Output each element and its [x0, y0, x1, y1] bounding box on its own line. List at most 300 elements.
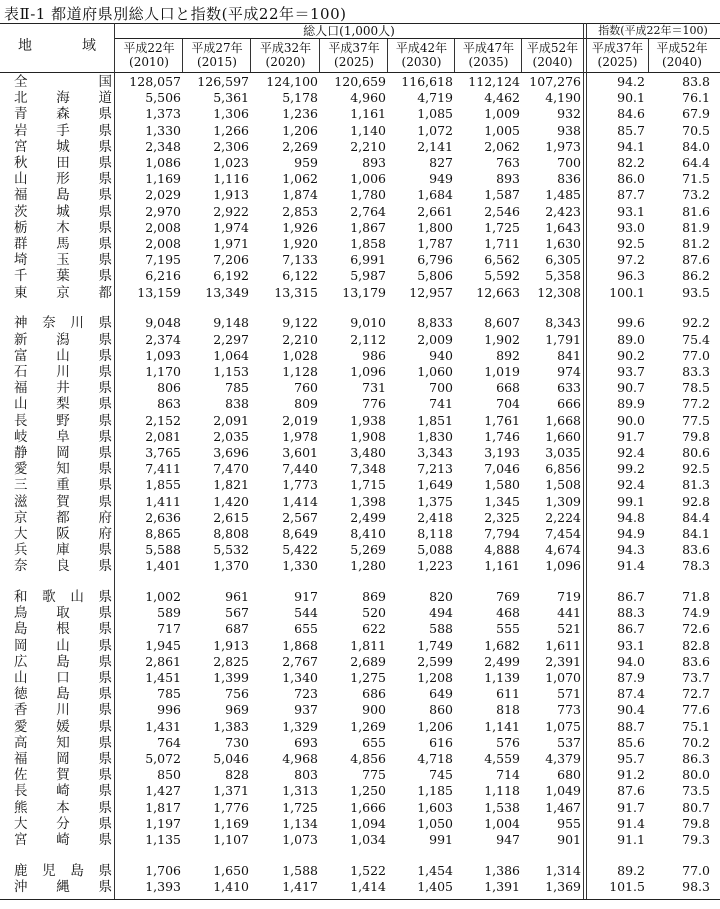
population-cell: 2,391	[545, 653, 581, 669]
population-cell: 1,140	[350, 122, 386, 138]
index-cell: 77.2	[682, 396, 710, 412]
population-cell: 1,431	[145, 718, 181, 734]
index-cell: 92.4	[617, 477, 645, 493]
population-cell: 1,004	[484, 815, 520, 831]
population-cell: 1,643	[545, 219, 581, 235]
population-cell: 2,374	[145, 331, 181, 347]
region-name: 北 海 道	[14, 90, 112, 107]
population-cell: 700	[557, 155, 581, 170]
population-cell: 5,358	[545, 268, 581, 284]
index-cell: 94.3	[617, 542, 645, 558]
population-cell: 2,499	[484, 653, 520, 669]
region-name: 長 野 県	[14, 412, 112, 429]
population-cell: 1,971	[213, 236, 249, 251]
population-cell: 1,660	[545, 428, 581, 444]
population-cell: 5,588	[145, 542, 181, 558]
population-cell: 4,968	[282, 751, 318, 766]
region-name: 千 葉 県	[14, 268, 112, 285]
population-cell: 1,761	[484, 412, 520, 428]
region-name: 鹿 児 島 県	[14, 862, 112, 879]
population-cell: 2,499	[350, 509, 386, 525]
population-cell: 3,601	[282, 444, 318, 460]
index-cell: 94.1	[617, 138, 645, 154]
index-cell: 83.3	[682, 363, 710, 379]
population-cell: 938	[557, 122, 581, 138]
population-cell: 719	[557, 589, 581, 604]
population-cell: 12,663	[476, 284, 520, 300]
population-cell: 3,193	[484, 444, 520, 460]
index-cell: 85.6	[617, 734, 645, 750]
population-cell: 961	[225, 589, 249, 604]
index-cell: 84.6	[617, 106, 645, 122]
population-cell: 3,765	[145, 444, 181, 460]
population-cell: 775	[362, 767, 386, 783]
population-cell: 1,858	[350, 236, 386, 251]
population-cell: 1,375	[417, 493, 453, 509]
index-cell: 93.5	[682, 284, 710, 300]
population-cell: 1,668	[545, 412, 581, 428]
population-cell: 1,139	[484, 670, 520, 685]
index-cell: 71.5	[682, 171, 710, 187]
population-cell: 1,821	[213, 477, 249, 493]
population-cell: 5,361	[213, 90, 249, 106]
population-cell: 6,305	[545, 252, 581, 268]
region-name: 滋 賀 県	[14, 493, 112, 510]
population-cell: 940	[429, 347, 453, 363]
population-cell: 1,070	[545, 670, 581, 685]
index-col-year-1: (2040)	[662, 55, 702, 69]
population-cell: 555	[496, 621, 520, 637]
index-cell: 84.1	[682, 525, 710, 541]
population-cell: 1,414	[282, 493, 318, 509]
population-cell: 589	[157, 605, 181, 621]
population-cell: 1,330	[282, 558, 318, 574]
index-cell: 90.1	[617, 90, 645, 106]
population-cell: 1,410	[213, 878, 249, 894]
index-cell: 80.7	[682, 799, 710, 815]
index-cell: 89.2	[617, 862, 645, 878]
population-cell: 2,152	[145, 412, 181, 428]
index-cell: 79.8	[682, 428, 710, 444]
population-cell: 1,019	[484, 363, 520, 379]
pop-col-year-5: (2035)	[468, 55, 509, 69]
index-cell: 87.4	[617, 686, 645, 702]
population-cell: 2,029	[145, 187, 181, 203]
population-cell: 1,855	[145, 477, 181, 493]
population-cell: 8,607	[484, 315, 520, 331]
pop-col-year-4: (2030)	[401, 55, 442, 69]
index-cell: 83.6	[682, 542, 710, 558]
population-cell: 8,118	[417, 525, 453, 541]
population-cell: 850	[157, 767, 181, 783]
population-cell: 1,085	[417, 106, 453, 122]
region-name: 京 都 府	[14, 509, 112, 526]
population-cell: 2,825	[213, 653, 249, 669]
population-cell: 1,340	[282, 670, 318, 685]
pop-col-era-1: 平成27年	[191, 41, 243, 55]
population-cell: 1,309	[545, 493, 581, 509]
population-cell: 731	[362, 380, 386, 396]
population-cell: 1,978	[282, 428, 318, 444]
population-cell: 680	[557, 767, 581, 783]
population-cell: 1,369	[545, 878, 581, 894]
population-cell: 12,308	[537, 284, 581, 300]
population-cell: 1,649	[417, 477, 453, 493]
region-name: 愛 媛 県	[14, 718, 112, 735]
population-cell: 1,023	[213, 155, 249, 170]
region-name: 山 梨 県	[14, 396, 112, 413]
population-cell: 128,057	[129, 74, 181, 89]
population-cell: 567	[225, 605, 249, 621]
index-cell: 99.2	[617, 461, 645, 477]
region-name: 全 国	[14, 74, 112, 90]
population-cell: 120,659	[334, 74, 386, 89]
population-cell: 1,913	[213, 637, 249, 653]
population-cell: 863	[157, 396, 181, 412]
population-cell: 7,440	[282, 461, 318, 477]
population-cell: 1,096	[350, 363, 386, 379]
population-cell: 7,046	[484, 461, 520, 477]
population-cell: 1,715	[350, 477, 386, 493]
population-cell: 959	[294, 155, 318, 170]
population-cell: 1,467	[545, 799, 581, 815]
index-cell: 92.5	[682, 461, 710, 477]
population-cell: 3,343	[417, 444, 453, 460]
population-cell: 649	[429, 686, 453, 702]
index-cell: 72.7	[682, 686, 710, 702]
index-cell: 92.2	[682, 315, 710, 331]
index-cell: 86.0	[617, 171, 645, 187]
population-cell: 6,216	[145, 268, 181, 284]
population-cell: 1,386	[484, 862, 520, 878]
population-cell: 838	[225, 396, 249, 412]
index-cell: 71.8	[682, 589, 710, 604]
index-cell: 81.9	[682, 219, 710, 235]
region-name: 秋 田 県	[14, 155, 112, 171]
population-cell: 4,674	[545, 542, 581, 558]
population-cell: 1,116	[213, 171, 249, 187]
index-cell: 93.0	[617, 219, 645, 235]
population-cell: 1,902	[484, 331, 520, 347]
pop-col-year-2: (2020)	[265, 55, 306, 69]
population-cell: 1,851	[417, 412, 453, 428]
region-name: 宮 崎 県	[14, 832, 112, 848]
index-cell: 73.2	[682, 187, 710, 203]
population-cell: 3,480	[350, 444, 386, 460]
population-cell: 1,603	[417, 799, 453, 815]
population-cell: 2,861	[145, 653, 181, 669]
region-name: 島 根 県	[14, 621, 112, 638]
population-cell: 9,122	[282, 315, 318, 331]
population-cell: 2,062	[484, 138, 520, 154]
index-cell: 91.2	[617, 767, 645, 783]
population-cell: 9,048	[145, 315, 181, 331]
population-cell: 13,179	[342, 284, 386, 300]
population-cell: 1,776	[213, 799, 249, 815]
region-name: 大 分 県	[14, 815, 112, 832]
index-cell: 77.0	[682, 862, 710, 878]
population-cell: 3,035	[545, 444, 581, 460]
index-cell: 90.0	[617, 412, 645, 428]
population-cell: 1,330	[145, 122, 181, 138]
index-group-header: 指数(平成22年＝100)	[598, 24, 708, 37]
population-cell: 2,689	[350, 653, 386, 669]
population-cell: 8,833	[417, 315, 453, 331]
population-cell: 1,086	[145, 155, 181, 170]
population-cell: 1,206	[282, 122, 318, 138]
region-name: 大 阪 府	[14, 525, 112, 542]
index-cell: 84.4	[682, 509, 710, 525]
index-cell: 81.6	[682, 203, 710, 219]
population-cell: 4,379	[545, 751, 581, 766]
region-name: 広 島 県	[14, 653, 112, 670]
population-cell: 2,325	[484, 509, 520, 525]
population-cell: 1,920	[282, 236, 318, 251]
population-cell: 1,682	[484, 637, 520, 653]
population-cell: 1,075	[545, 718, 581, 734]
population-cell: 1,208	[417, 670, 453, 685]
population-cell: 1,206	[417, 718, 453, 734]
index-cell: 93.1	[617, 637, 645, 653]
population-cell: 6,796	[417, 252, 453, 268]
region-name: 長 崎 県	[14, 783, 112, 800]
population-cell: 8,343	[545, 315, 581, 331]
population-cell: 1,373	[145, 106, 181, 122]
population-cell: 1,118	[484, 783, 520, 799]
population-cell: 107,276	[529, 74, 581, 89]
population-cell: 1,153	[213, 363, 249, 379]
population-cell: 668	[496, 380, 520, 396]
population-cell: 8,865	[145, 525, 181, 541]
index-cell: 73.5	[682, 783, 710, 799]
index-cell: 67.9	[682, 106, 710, 122]
population-cell: 1,522	[350, 862, 386, 878]
population-cell: 1,269	[350, 718, 386, 734]
population-cell: 4,462	[484, 90, 520, 106]
index-cell: 87.6	[617, 783, 645, 799]
population-cell: 1,746	[484, 428, 520, 444]
population-cell: 8,808	[213, 525, 249, 541]
index-cell: 89.0	[617, 331, 645, 347]
population-cell: 841	[557, 347, 581, 363]
index-cell: 91.4	[617, 558, 645, 574]
population-cell: 2,269	[282, 138, 318, 154]
population-cell: 7,470	[213, 461, 249, 477]
population-cell: 1,749	[417, 637, 453, 653]
population-cell: 1,817	[145, 799, 181, 815]
region-header: 地 域	[18, 38, 98, 54]
index-cell: 81.2	[682, 236, 710, 251]
population-cell: 1,588	[282, 862, 318, 878]
population-cell: 5,592	[484, 268, 520, 284]
index-cell: 77.5	[682, 412, 710, 428]
region-name: 愛 知 県	[14, 461, 112, 478]
population-cell: 917	[294, 589, 318, 604]
population-cell: 955	[557, 815, 581, 831]
population-cell: 2,970	[145, 203, 181, 219]
population-cell: 693	[294, 734, 318, 750]
population-cell: 1,811	[350, 637, 386, 653]
population-cell: 1,780	[350, 187, 386, 203]
population-cell: 1,161	[350, 106, 386, 122]
population-cell: 745	[429, 767, 453, 783]
population-cell: 2,009	[417, 331, 453, 347]
population-cell: 1,135	[145, 832, 181, 847]
population-cell: 13,159	[137, 284, 181, 300]
population-cell: 7,213	[417, 461, 453, 477]
population-cell: 4,856	[350, 751, 386, 766]
population-cell: 4,888	[484, 542, 520, 558]
population-cell: 537	[557, 734, 581, 750]
population-cell: 1,236	[282, 106, 318, 122]
pop-col-era-6: 平成52年	[526, 41, 579, 55]
region-name: 高 知 県	[14, 734, 112, 751]
population-cell: 756	[225, 686, 249, 702]
population-cell: 1,250	[350, 783, 386, 799]
population-cell: 1,666	[350, 799, 386, 815]
index-cell: 94.8	[617, 509, 645, 525]
population-cell: 1,093	[145, 347, 181, 363]
population-cell: 986	[362, 347, 386, 363]
population-cell: 893	[362, 155, 386, 170]
population-cell: 1,161	[484, 558, 520, 574]
population-cell: 741	[429, 396, 453, 412]
population-cell: 7,454	[545, 525, 581, 541]
population-cell: 2,546	[484, 203, 520, 219]
population-cell: 5,987	[350, 268, 386, 284]
population-cell: 1,050	[417, 815, 453, 831]
index-cell: 83.8	[682, 74, 710, 89]
index-cell: 79.8	[682, 815, 710, 831]
index-cell: 76.1	[682, 90, 710, 106]
population-cell: 1,908	[350, 428, 386, 444]
population-cell: 9,148	[213, 315, 249, 331]
index-cell: 93.1	[617, 203, 645, 219]
population-cell: 996	[157, 702, 181, 718]
region-name: 香 川 県	[14, 702, 112, 719]
population-cell: 1,266	[213, 122, 249, 138]
index-cell: 75.1	[682, 718, 710, 734]
population-cell: 7,348	[350, 461, 386, 477]
region-name: 徳 島 県	[14, 686, 112, 703]
pop-col-era-3: 平成37年	[328, 41, 380, 55]
population-cell: 2,423	[545, 203, 581, 219]
region-name: 岡 山 県	[14, 637, 112, 654]
population-cell: 2,019	[282, 412, 318, 428]
index-col-year-0: (2025)	[597, 55, 638, 69]
region-name: 山 形 県	[14, 171, 112, 188]
population-cell: 969	[225, 702, 249, 718]
population-cell: 827	[429, 155, 453, 170]
population-cell: 836	[557, 171, 581, 187]
population-cell: 2,008	[145, 236, 181, 251]
population-cell: 1,973	[545, 138, 581, 154]
index-cell: 78.3	[682, 558, 710, 574]
population-cell: 1,773	[282, 477, 318, 493]
index-cell: 93.7	[617, 363, 645, 379]
population-cell: 1,405	[417, 878, 453, 894]
population-cell: 704	[496, 396, 520, 412]
index-cell: 91.7	[617, 799, 645, 815]
population-cell: 7,794	[484, 525, 520, 541]
population-cell: 2,767	[282, 653, 318, 669]
population-cell: 1,650	[213, 862, 249, 878]
pop-col-year-1: (2015)	[197, 55, 237, 69]
index-col-era-0: 平成37年	[591, 41, 644, 55]
population-cell: 2,599	[417, 653, 453, 669]
population-cell: 773	[557, 702, 581, 718]
population-cell: 785	[157, 686, 181, 702]
index-cell: 75.4	[682, 331, 710, 347]
table-bottom-rule	[0, 899, 720, 900]
population-cell: 622	[362, 621, 386, 637]
population-cell: 1,049	[545, 783, 581, 799]
population-cell: 655	[294, 621, 318, 637]
population-cell: 717	[157, 621, 181, 637]
region-name: 和 歌 山 県	[14, 589, 112, 605]
population-cell: 785	[225, 380, 249, 396]
population-cell: 949	[429, 171, 453, 187]
population-cell: 809	[294, 396, 318, 412]
index-col-era-1: 平成52年	[656, 41, 708, 55]
index-cell: 80.6	[682, 444, 710, 460]
population-cell: 828	[225, 767, 249, 783]
index-cell: 96.3	[617, 268, 645, 284]
population-cell: 2,035	[213, 428, 249, 444]
population-cell: 5,806	[417, 268, 453, 284]
population-cell: 1,005	[484, 122, 520, 138]
region-name: 静 岡 県	[14, 444, 112, 461]
population-cell: 2,306	[213, 138, 249, 154]
population-cell: 1,611	[545, 637, 581, 653]
population-cell: 1,223	[417, 558, 453, 574]
index-cell: 95.7	[617, 751, 645, 766]
population-cell: 13,349	[205, 284, 249, 300]
index-cell: 86.3	[682, 751, 710, 766]
index-cell: 81.3	[682, 477, 710, 493]
population-cell: 1,414	[350, 878, 386, 894]
population-cell: 1,002	[145, 589, 181, 604]
index-cell: 90.4	[617, 702, 645, 718]
population-cell: 5,506	[145, 90, 181, 106]
population-cell: 5,088	[417, 542, 453, 558]
population-cell: 1,587	[484, 187, 520, 203]
index-cell: 94.9	[617, 525, 645, 541]
index-cell: 87.6	[682, 252, 710, 268]
population-cell: 2,112	[350, 331, 386, 347]
population-cell: 723	[294, 686, 318, 702]
population-cell: 2,210	[282, 331, 318, 347]
population-cell: 806	[157, 380, 181, 396]
population-cell: 2,081	[145, 428, 181, 444]
header-bottom-rule	[0, 72, 720, 73]
index-cell: 70.2	[682, 734, 710, 750]
index-cell: 88.3	[617, 605, 645, 621]
population-cell: 1,791	[545, 331, 581, 347]
population-cell: 116,618	[401, 74, 453, 89]
region-name: 熊 本 県	[14, 799, 112, 816]
population-cell: 576	[496, 734, 520, 750]
index-cell: 99.1	[617, 493, 645, 509]
index-cell: 91.7	[617, 428, 645, 444]
population-cell: 1,313	[282, 783, 318, 799]
population-cell: 2,091	[213, 412, 249, 428]
population-cell: 126,597	[197, 74, 249, 89]
population-cell: 1,451	[145, 670, 181, 685]
population-cell: 1,170	[145, 363, 181, 379]
population-cell: 13,315	[274, 284, 318, 300]
index-cell: 78.5	[682, 380, 710, 396]
